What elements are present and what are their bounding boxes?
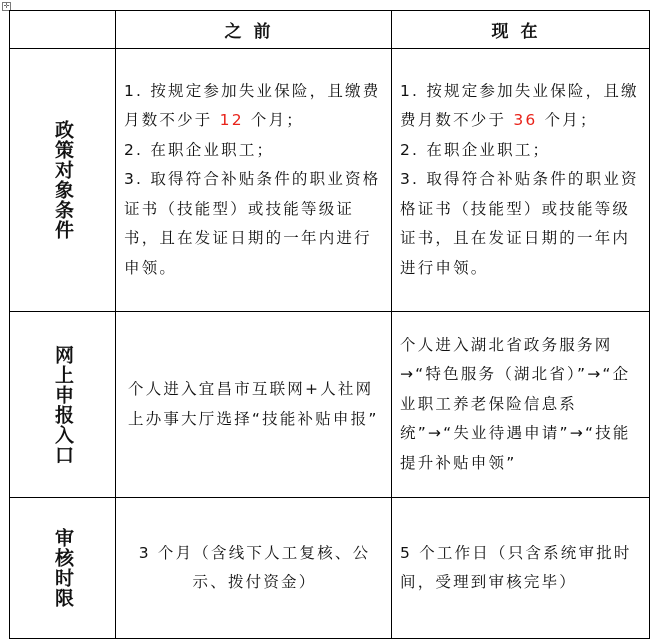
- row-heading-portal: 网上申报入口: [52, 344, 74, 465]
- cell-now-portal: 个人进入湖北省政务服务网→“特色服务（湖北省）”→“企业职工养老保险信息系统”→“失业待遇申请”→“技能提升补贴申领”: [392, 312, 650, 498]
- cell-before-review-time: 3 个月（含线下人工复核、公示、拨付资金）: [116, 498, 392, 639]
- corner-cell: [10, 11, 116, 49]
- table-row: [10, 312, 650, 498]
- column-header-before: 之前: [116, 11, 392, 49]
- table-move-handle-icon[interactable]: ✛: [3, 2, 10, 10]
- table-header-row: [10, 11, 650, 49]
- policy-before-item-2: 2. 在职企业职工；: [124, 140, 275, 159]
- table-row: [10, 49, 650, 312]
- policy-now-item-3: 3. 取得符合补贴条件的职业资格证书（技能型）或技能等级证书，且在发证日期的一年内进行申领。: [400, 170, 639, 277]
- row-heading-cell: [10, 312, 116, 498]
- cell-before-policy: [116, 49, 392, 312]
- cell-now-policy: [392, 49, 650, 312]
- table-row: [10, 498, 650, 639]
- policy-before-item-1: 1. 按规定参加失业保险，且缴费月数不少于 12 个月；: [124, 81, 381, 130]
- column-header-now: 现在: [392, 11, 650, 49]
- months-now-highlight: 36: [513, 111, 538, 130]
- comparison-table: [9, 10, 650, 639]
- cell-now-review-time: 5 个工作日（只含系统审批时间，受理到审核完毕）: [392, 498, 650, 639]
- row-heading-cell: [10, 498, 116, 639]
- row-heading-policy: 政策对象条件: [52, 120, 74, 240]
- policy-now-item-2: 2. 在职企业职工；: [400, 140, 551, 159]
- months-before-highlight: 12: [219, 111, 244, 130]
- cell-before-portal: 个人进入宜昌市互联网+人社网上办事大厅选择“技能补贴申报”: [116, 312, 392, 498]
- policy-now-item-1: 1. 按规定参加失业保险，且缴费月数不少于 36 个月；: [400, 81, 639, 130]
- row-heading-review-time: 审核时限: [52, 528, 74, 608]
- policy-before-item-3: 3. 取得符合补贴条件的职业资格证书（技能型）或技能等级证书，且在发证日期的一年内进行申领。: [124, 170, 381, 277]
- row-heading-cell: [10, 49, 116, 312]
